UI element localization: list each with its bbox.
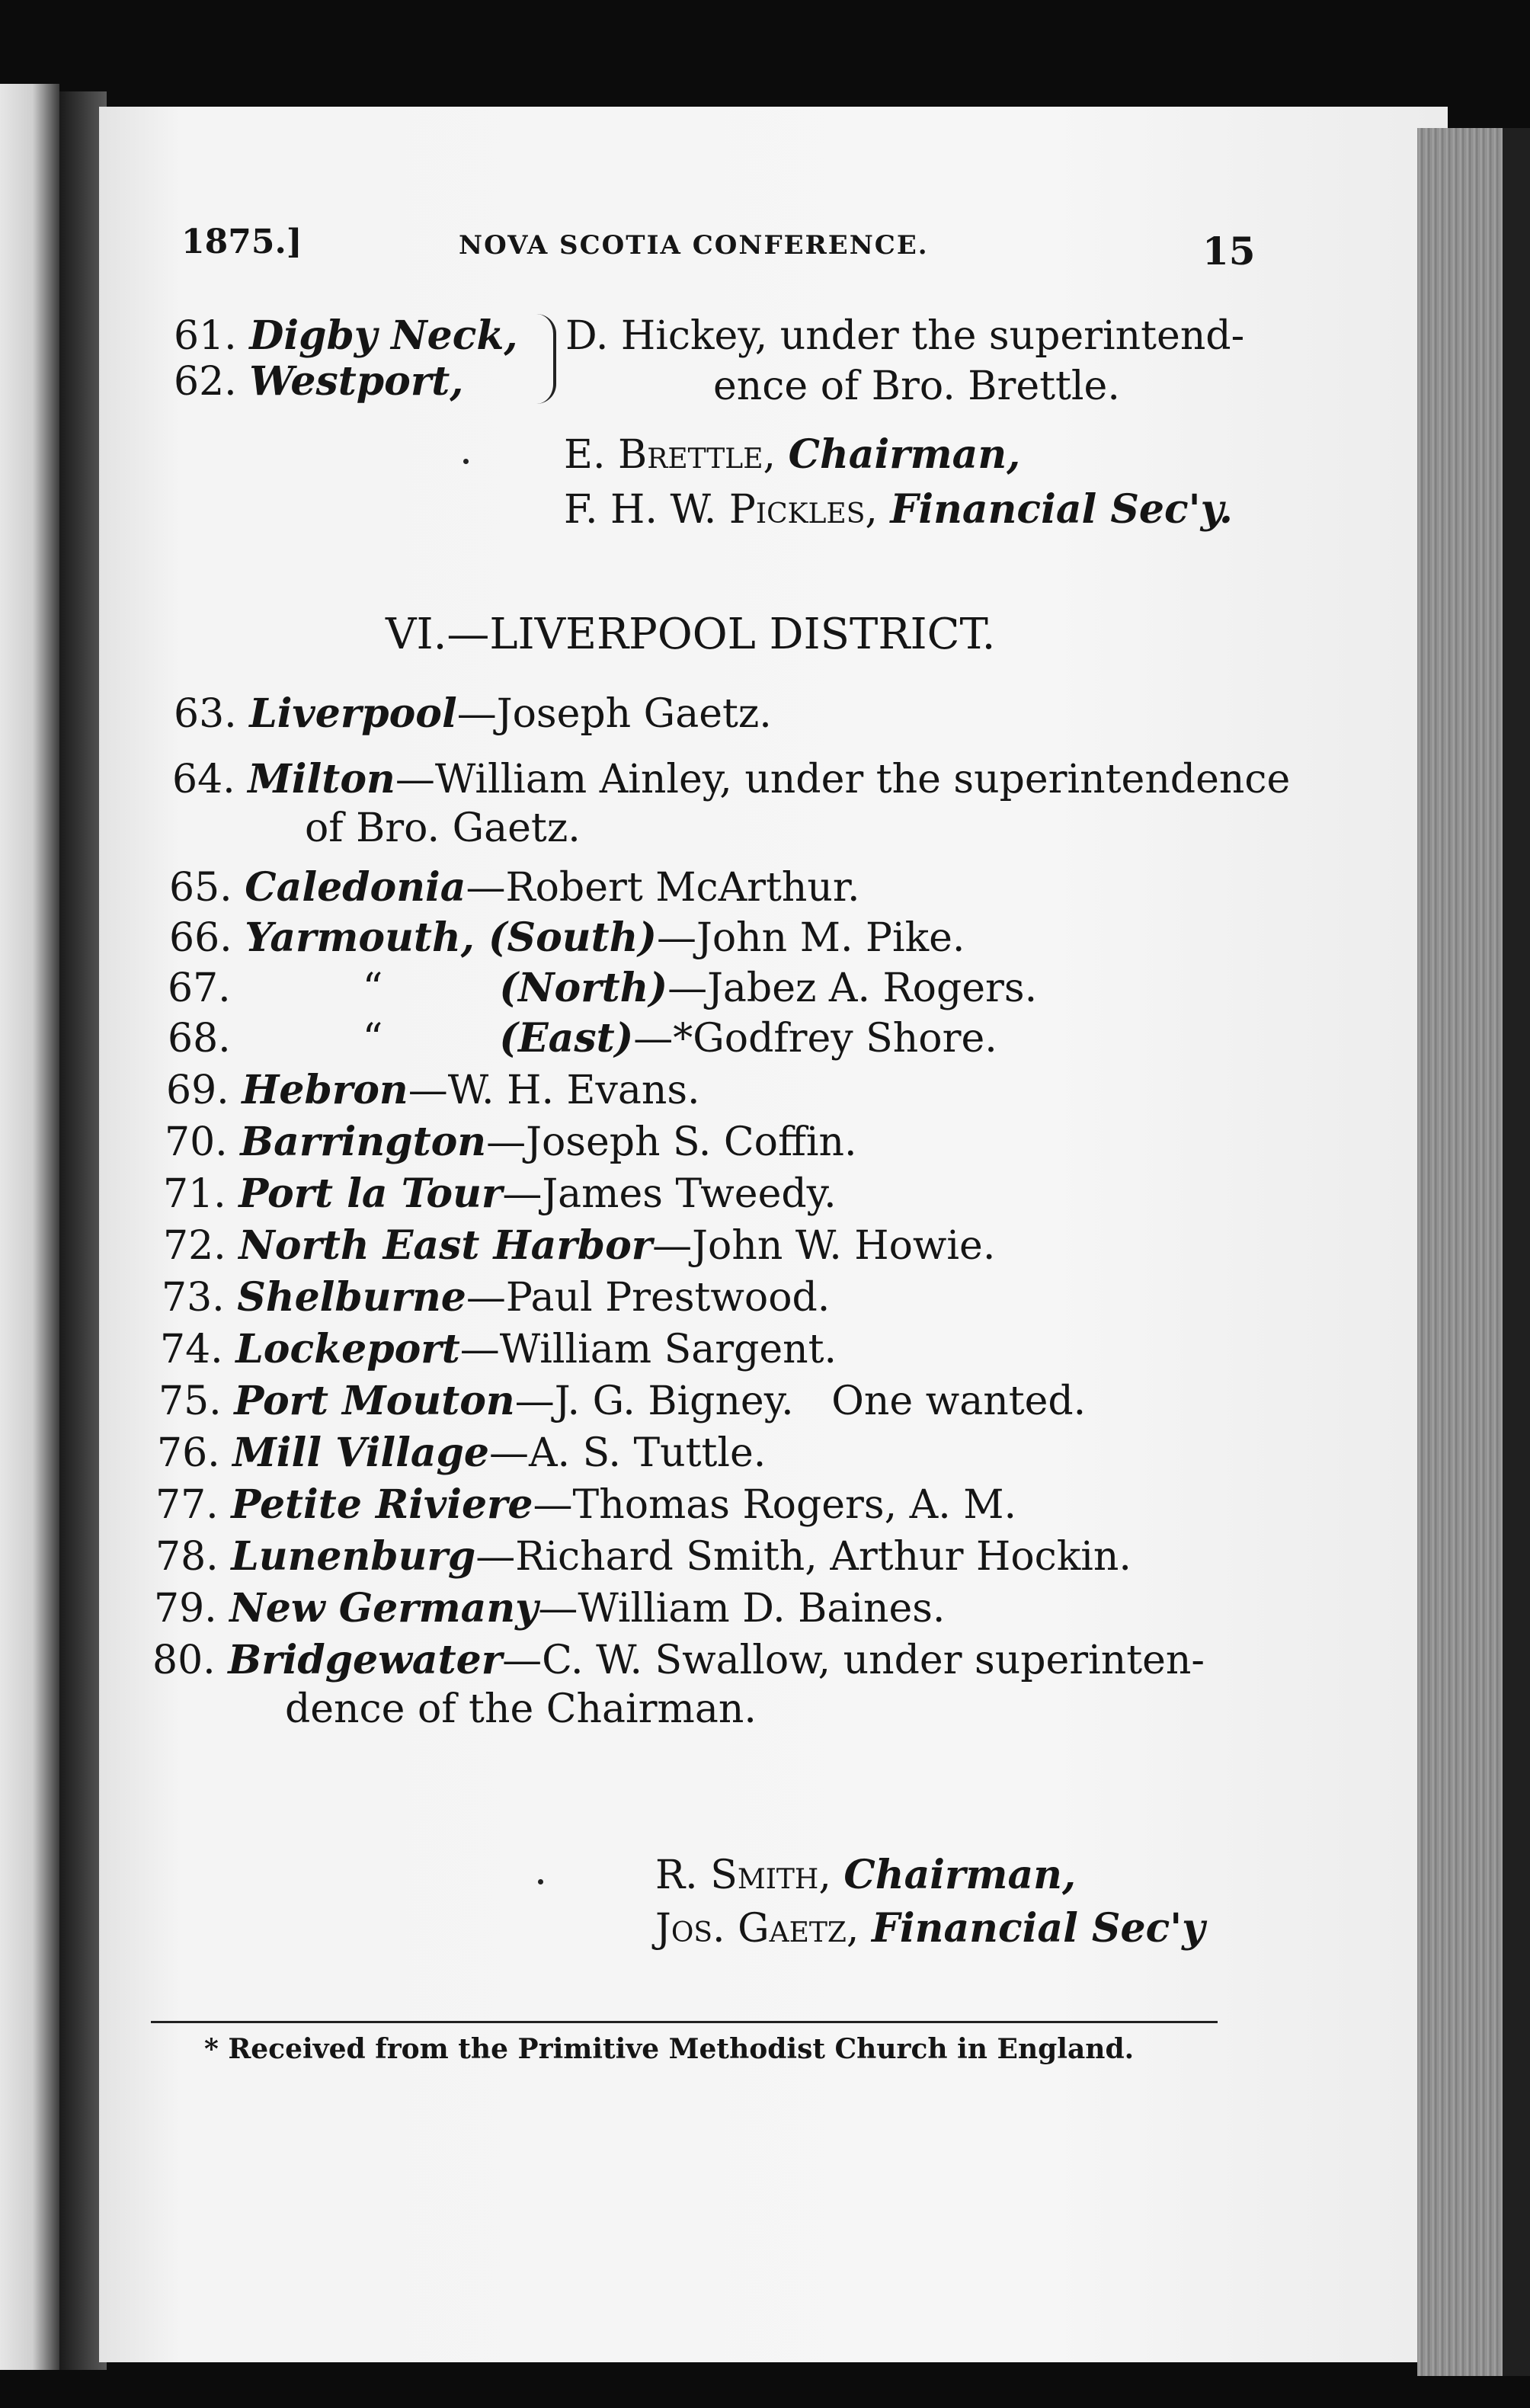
circuit-number: 70. (165, 1119, 228, 1165)
circuit-place: Bridgewater (228, 1637, 503, 1683)
circuit-minister: —Jabez A. Rogers. (667, 965, 1038, 1011)
print-speck (463, 459, 469, 464)
circuit-minister: —James Tweedy. (502, 1171, 837, 1217)
circuit-number: 68. (168, 1016, 231, 1062)
circuit-place: Lunenburg (231, 1533, 476, 1580)
circuit-entry (155, 1481, 1016, 1529)
circuit-minister: —Joseph S. Coffin. (486, 1119, 857, 1165)
circuit-minister: —Joseph Gaetz. (456, 691, 772, 737)
circuit-number: 63. (174, 691, 237, 737)
shared-minister-line-1: D. Hickey, under the superintend- (565, 313, 1245, 359)
district-secretary (655, 1905, 1205, 1952)
circuit-number: 69. (166, 1068, 229, 1113)
circuit-minister: —Richard Smith, Arthur Hockin. (475, 1534, 1131, 1580)
circuit-entry (174, 690, 772, 738)
district-heading: VI.—LIVERPOOL DISTRICT. (386, 610, 996, 659)
ditto-mark: “ (362, 965, 383, 1011)
circuit-place: Milton (248, 756, 395, 802)
secretary-name: Jos. Gaetz, (655, 1906, 859, 1952)
grouping-bracket (533, 314, 556, 404)
circuit-entry (154, 1585, 945, 1632)
circuit-entry (169, 864, 860, 911)
circuit-entry (174, 358, 463, 405)
circuit-entry (158, 1378, 1086, 1425)
page-number: 15 (1202, 229, 1256, 274)
circuit-place: Petite Riviere (231, 1481, 533, 1528)
circuit-entry (157, 1430, 766, 1477)
circuit-place: (East) (499, 1015, 634, 1062)
circuit-place: Port la Tour (238, 1170, 503, 1217)
circuit-place: (North) (499, 965, 668, 1011)
circuit-minister: —*Godfrey Shore. (633, 1016, 997, 1062)
circuit-place: North East Harbor (238, 1222, 653, 1269)
header-title: NOVA SCOTIA CONFERENCE. (459, 230, 929, 261)
secretary-name: F. H. W. Pickles, (564, 487, 878, 533)
circuit-minister: —John W. Howie. (652, 1223, 996, 1269)
circuit-continuation: dence of the Chairman. (285, 1686, 757, 1732)
circuit-place: Digby Neck, (249, 312, 518, 359)
circuit-number: 78. (155, 1534, 219, 1580)
circuit-number: 77. (155, 1482, 219, 1528)
circuit-number: 76. (157, 1430, 220, 1476)
circuit-entry (160, 1326, 837, 1373)
page-stack-edge (1417, 128, 1516, 2376)
circuit-entry (174, 312, 518, 360)
chairman-role: Chairman, (843, 1852, 1077, 1898)
footnote-rule (151, 2021, 1218, 2023)
circuit-minister: —Robert McArthur. (466, 865, 860, 911)
chairman-name: E. Brettle, (564, 432, 776, 478)
circuit-number: 72. (163, 1223, 226, 1269)
circuit-number: 61. (174, 313, 237, 359)
print-speck (538, 1879, 543, 1884)
circuit-place: Westport, (249, 358, 464, 405)
circuit-minister: —Paul Prestwood. (466, 1275, 831, 1321)
secretary-role: Financial Sec'y (871, 1905, 1205, 1952)
circuit-place: Lockeport (235, 1326, 460, 1372)
circuit-minister: —John M. Pike. (657, 915, 965, 961)
circuit-place: Caledonia (245, 864, 466, 911)
circuit-entry (163, 1222, 995, 1270)
circuit-number: 64. (172, 757, 235, 802)
circuit-minister: —William D. Baines. (538, 1586, 946, 1631)
circuit-number: 65. (169, 865, 232, 911)
circuit-number: 67. (168, 965, 231, 1011)
circuit-number: 79. (154, 1586, 217, 1631)
circuit-place: Port Mouton (234, 1378, 515, 1424)
header-year: 1875.] (181, 223, 302, 261)
shared-minister-line-2: ence of Bro. Brettle. (713, 363, 1120, 409)
circuit-entry (162, 1274, 830, 1321)
ditto-mark: “ (362, 1016, 383, 1062)
circuit-continuation: of Bro. Gaetz. (305, 805, 581, 851)
circuit-place: Shelburne (237, 1274, 466, 1321)
circuit-entry (172, 756, 1290, 803)
circuit-entry (169, 914, 965, 962)
book-cover-edge (1503, 128, 1530, 2376)
circuit-minister: —William Ainley, under the superintendence (395, 757, 1291, 802)
circuit-number: 80. (152, 1638, 216, 1683)
circuit-place: Yarmouth, (South) (245, 914, 658, 961)
circuit-entry (165, 1119, 857, 1166)
circuit-minister: —C. W. Swallow, under superinten- (502, 1638, 1205, 1683)
district-chairman (655, 1852, 1076, 1899)
circuit-place: New Germany (229, 1585, 539, 1631)
circuit-place: Barrington (240, 1119, 487, 1165)
district-secretary (564, 486, 1233, 533)
circuit-minister: —W. H. Evans. (408, 1068, 700, 1113)
circuit-number: 73. (162, 1275, 225, 1321)
circuit-minister: —Thomas Rogers, A. M. (533, 1482, 1017, 1528)
circuit-entry (168, 1015, 997, 1062)
circuit-number: 62. (174, 359, 237, 405)
circuit-number: 71. (163, 1171, 226, 1217)
circuit-entry (168, 965, 1037, 1012)
adjacent-page-edge (0, 84, 59, 2370)
district-chairman (564, 431, 1020, 479)
circuit-minister: —J. G. Bigney. One wanted. (514, 1379, 1087, 1424)
circuit-minister: —William Sargent. (459, 1327, 837, 1372)
circuit-minister: —A. S. Tuttle. (489, 1430, 767, 1476)
circuit-number: 66. (169, 915, 232, 961)
chairman-name: R. Smith, (655, 1852, 831, 1898)
circuit-place: Hebron (242, 1067, 408, 1113)
circuit-number: 75. (158, 1379, 222, 1424)
circuit-entry (152, 1637, 1205, 1684)
secretary-role: Financial Sec'y. (890, 486, 1233, 533)
footnote: * Received from the Primitive Methodist Church in England. (204, 2033, 1135, 2065)
circuit-place: Liverpool (249, 690, 457, 737)
chairman-role: Chairman, (788, 431, 1021, 478)
circuit-entry (166, 1067, 700, 1114)
circuit-number: 74. (160, 1327, 223, 1372)
circuit-place: Mill Village (232, 1430, 489, 1476)
circuit-entry (155, 1533, 1131, 1580)
circuit-entry (163, 1170, 837, 1218)
